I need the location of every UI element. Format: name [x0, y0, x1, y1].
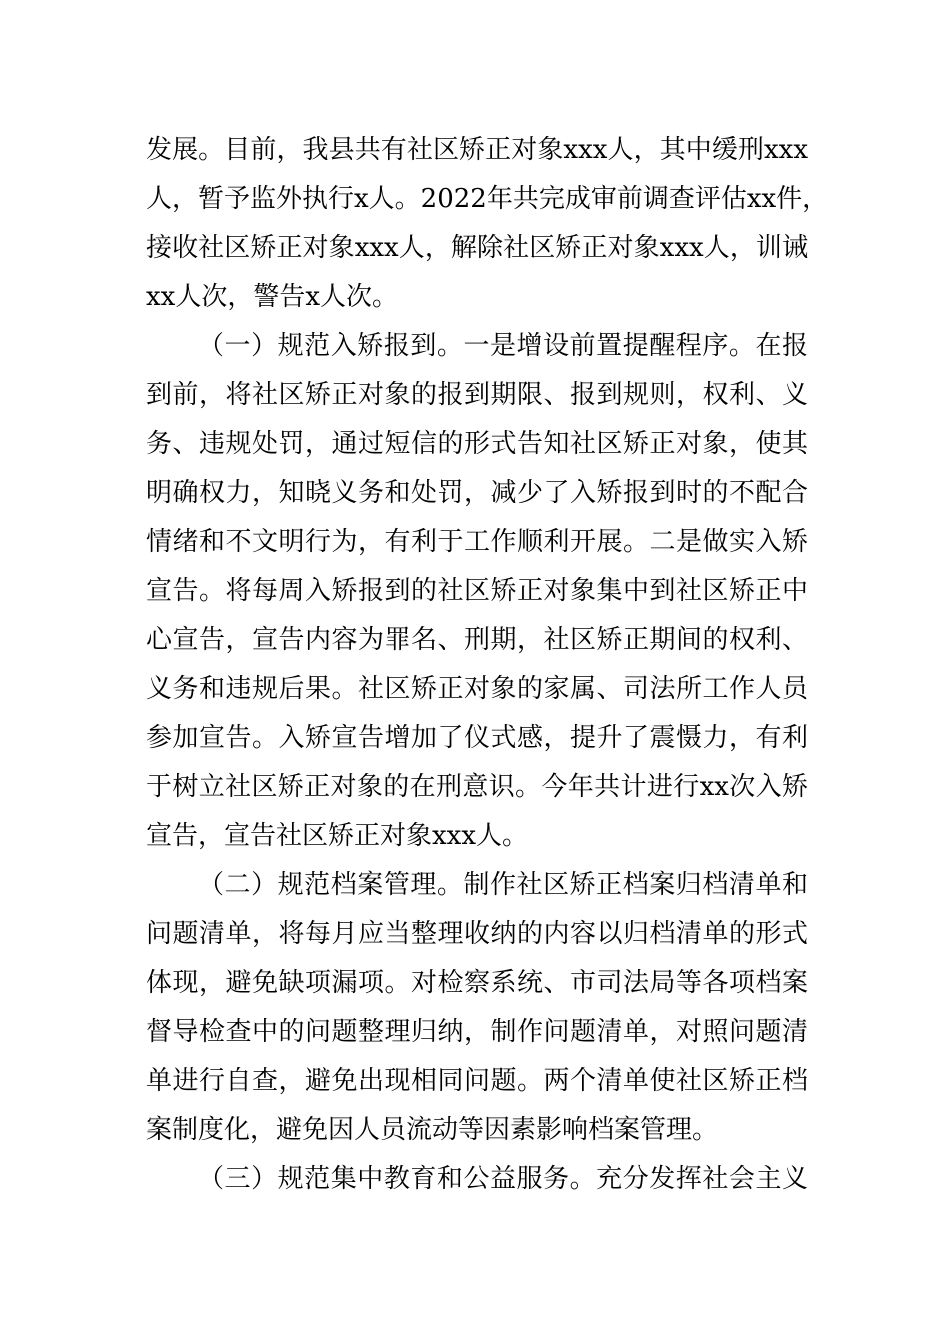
paragraph-section-3: [146, 1155, 808, 1204]
text-line: （二）规范档案管理。制作社区矫正档案归档清单和: [198, 870, 808, 900]
text-line: 参加宣告。入矫宣告增加了仪式感，提升了震慑力，有利: [146, 723, 808, 753]
text-line: 宣告，宣告社区矫正对象xxx人。: [146, 821, 528, 851]
text-line: 接收社区矫正对象xxx人，解除社区矫正对象xxx人，训诫: [146, 233, 808, 263]
text-line: 明确权力，知晓义务和处罚，减少了入矫报到时的不配合: [146, 478, 808, 508]
paragraph-section-1: [146, 322, 808, 861]
paragraph-intro: [146, 126, 829, 322]
text-line: 发展。目前，我县共有社区矫正对象xxx人，其中缓刑xxx: [146, 135, 808, 165]
text-line: 人，暂予监外执行x人。2022年共完成审前调查评估xx件，: [146, 184, 829, 214]
document-body: [146, 126, 829, 1204]
text-line: 到前，将社区矫正对象的报到期限、报到规则，权利、义: [146, 380, 808, 410]
text-line: 单进行自查，避免出现相同问题。两个清单使社区矫正档: [146, 1066, 808, 1096]
text-line: 义务和违规后果。社区矫正对象的家属、司法所工作人员: [146, 674, 808, 704]
text-line: 督导检查中的问题整理归纳，制作问题清单，对照问题清: [146, 1017, 808, 1047]
text-line: 宣告。将每周入矫报到的社区矫正对象集中到社区矫正中: [146, 576, 808, 606]
text-line: 案制度化，避免因人员流动等因素影响档案管理。: [146, 1115, 719, 1145]
text-line: 问题清单，将每月应当整理收纳的内容以归档清单的形式: [146, 919, 808, 949]
text-line: 务、违规处罚，通过短信的形式告知社区矫正对象，使其: [146, 429, 808, 459]
text-line: （一）规范入矫报到。一是增设前置提醒程序。在报: [198, 331, 808, 361]
text-line: 情绪和不文明行为，有利于工作顺利开展。二是做实入矫: [146, 527, 808, 557]
text-line: 于树立社区矫正对象的在刑意识。今年共计进行xx次入矫: [146, 772, 808, 802]
text-line: xx人次，警告x人次。: [146, 282, 398, 312]
text-line: 体现，避免缺项漏项。对检察系统、市司法局等各项档案: [146, 968, 808, 998]
paragraph-section-2: [146, 861, 808, 1155]
text-line: （三）规范集中教育和公益服务。充分发挥社会主义: [198, 1164, 808, 1194]
text-line: 心宣告，宣告内容为罪名、刑期，社区矫正期间的权利、: [146, 625, 808, 655]
